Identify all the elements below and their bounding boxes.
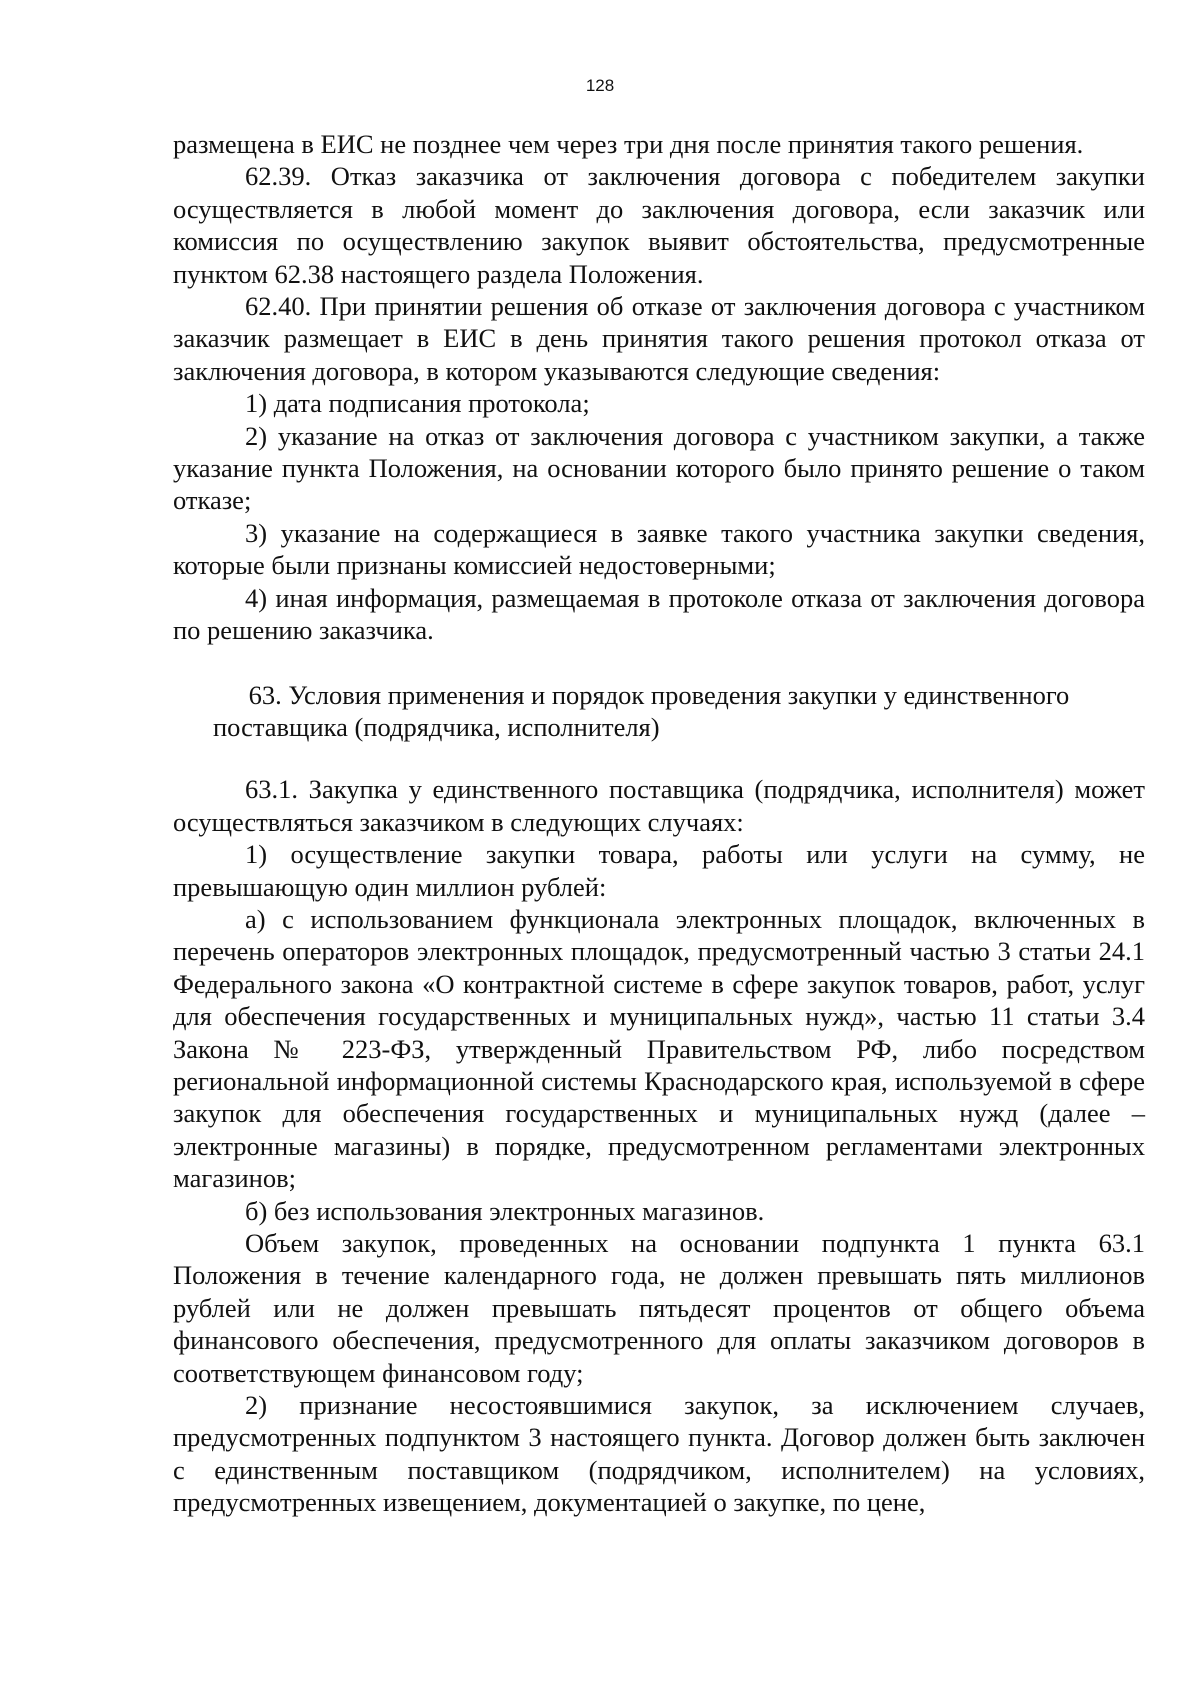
paragraph: размещена в ЕИС не позднее чем через три дня после принятия такого решения. [173, 129, 1084, 159]
paragraph-63-1: 63.1. Закупка у единственного поставщика (подрядчика, исполнителя) может осуществляться заказчиком в следующих случаях: [173, 774, 1145, 837]
list-item-1: 1) дата подписания протокола; [245, 388, 590, 419]
list-item-63-1-2: 2) признание несостоявшимися закупок, за исключением случаев, предусмотренных подпунктом 3 настоящего пункта. Договор должен быть заключен с единственным поставщиком (подрядчиком, исполнителем) на условиях, предусмотренных извещением, документацией о закупке, по цене, [173, 1390, 1145, 1518]
page-number: 128 [585, 76, 615, 95]
document-body [173, 128, 1145, 1519]
list-item-3: 3) указание на содержащиеся в заявке такого участника закупки сведения, которые были признаны комиссией недостоверными; [173, 517, 1145, 581]
paragraph-62-39: 62.39. Отказ заказчика от заключения договора с победителем закупки осуществляется в любой момент до заключения договора, если заказчик или комиссия по осуществлению закупок выявит обстоятельства, предусмотренные пунктом 62.38 настоящего раздела Положения. [173, 161, 1145, 289]
paragraph-62-40: 62.40. При принятии решения об отказе от заключения договора с участником заказчик размещает в ЕИС в день принятия такого решения протокол отказа от заключения договора, в котором указываются следующие сведения: [173, 291, 1145, 386]
sub-item-b: б) без использования электронных магазинов. [245, 1195, 765, 1226]
list-item-2: 2) указание на отказ от заключения договора с участником закупки, а также указание пункта Положения, на основании которого было принято решение о таком отказе; [173, 420, 1145, 516]
sub-item-a: а) с использованием функционала электронных площадок, включенных в перечень операторов электронных площадок, предусмотренный частью 3 статьи 24.1 Федерального закона «О контрактной системе в сфере закупок товаров, работ, услуг для обеспечения государственных и муниципальных нужд», частью 11 статьи 3.4 Закона № 223-ФЗ, утвержденный Правительством РФ, либо посредством региональной информационной системы Краснодарского края, используемой в сфере закупок для обеспечения государственных и муниципальных нужд (далее – электронные магазины) в порядке, предусмотренном регламентами электронных магазинов; [173, 903, 1145, 1194]
section-heading-63: 63. Условия применения и порядок проведения закупки у единственного поставщика (подрядчика, исполнителя) [213, 679, 1070, 742]
list-item-4: 4) иная информация, размещаемая в протоколе отказа от заключения договора по решению заказчика. [173, 582, 1145, 646]
list-item-63-1-1: 1) осуществление закупки товара, работы или услуги на сумму, не превышающую один миллион рублей: [173, 839, 1145, 902]
paragraph-volume-limit: Объем закупок, проведенных на основании подпункта 1 пункта 63.1 Положения в течение календарного года, не должен превышать пять миллионов рублей или не должен превышать пятьдесят процентов от общего объема финансового обеспечения, предусмотренного для оплаты заказчиком договоров в соответствующем финансовом году; [173, 1228, 1145, 1388]
